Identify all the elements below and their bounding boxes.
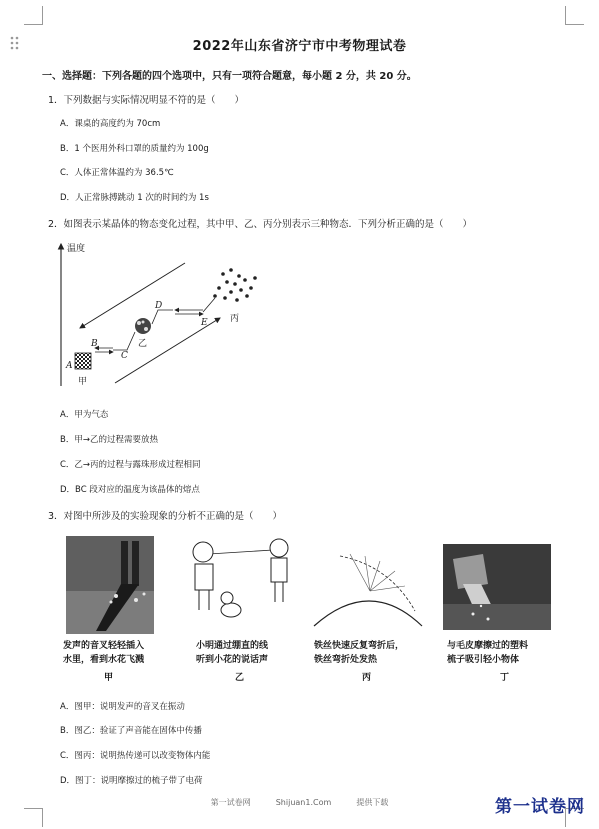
- bent-wire-drawing: [310, 536, 428, 634]
- point-label-a: A: [66, 361, 73, 371]
- question-3-option-d: D．图丁：说明摩擦过的梳子带了电荷: [60, 776, 203, 786]
- panel-jia-caption-line1: 发声的音叉轻轻插入: [63, 641, 145, 651]
- corner-mark-bottom-left: [24, 808, 43, 827]
- comb-photo: [443, 544, 551, 630]
- question-3-stem: 3．对图中所涉及的实验现象的分析不正确的是（ ）: [48, 511, 283, 522]
- point-label-c: C: [121, 351, 128, 361]
- question-2-option-b: B．甲→乙的过程需要放热: [60, 435, 158, 445]
- cooling-arrow: [80, 263, 185, 328]
- string-telephone-drawing: [187, 536, 297, 634]
- footer-center[interactable]: Shijuan1.Com: [275, 798, 332, 807]
- panel-ding-label: 丁: [500, 673, 510, 683]
- panel-bing-label: 丙: [362, 673, 372, 683]
- panel-bing-caption-line2: 铁丝弯折处发热: [314, 655, 378, 665]
- phase-change-figure: [55, 238, 285, 390]
- panel-ding-caption-line2: 梳子吸引轻小物体: [447, 655, 520, 665]
- point-label-e: E: [201, 318, 208, 328]
- panel-bing-caption-line1: 铁丝快速反复弯折后，: [314, 641, 405, 651]
- question-1-option-c: C．人体正常体温约为 36.5℃: [60, 168, 174, 178]
- panel-yi-caption-line2: 听到小花的说话声: [196, 655, 269, 665]
- tuning-fork-photo: [66, 536, 154, 634]
- panel-yi-label: 乙: [235, 673, 245, 683]
- question-2-option-a: A．甲为气态: [60, 410, 109, 420]
- state-label-jia: 甲: [78, 377, 88, 387]
- site-logo: 第一试卷网: [495, 797, 585, 817]
- question-3-option-b: B．图乙：验证了声音能在固体中传播: [60, 726, 202, 736]
- section-heading: 一、选择题：下列各题的四个选项中，只有一项符合题意，每小题 2 分，共 20 分。: [42, 71, 417, 82]
- question-1-option-a: A．课桌的高度约为 70cm: [60, 119, 161, 129]
- gas-dots: [213, 268, 257, 302]
- question-1-option-b: B．1 个医用外科口罩的质量约为 100g: [60, 144, 209, 154]
- question-3-option-c: C．图丙：说明热传递可以改变物体内能: [60, 751, 211, 761]
- footer-right: 提供下载: [356, 798, 389, 807]
- question-1-option-d: D．人正常脉搏跳动 1 次的时间约为 1s: [60, 193, 209, 203]
- question-1-stem: 1．下列数据与实际情况明显不符的是（ ）: [48, 95, 245, 106]
- question-2-option-d: D．BC 段对应的温度为该晶体的熔点: [60, 485, 200, 495]
- question-3-option-a: A．图甲：说明发声的音叉在振动: [60, 702, 185, 712]
- question-2-stem: 2．如图表示某晶体的物态变化过程，其中甲、乙、丙分别表示三种物态．下列分析正确的是（ ）: [48, 219, 473, 230]
- state-label-bing: 丙: [230, 314, 240, 324]
- panel-jia-caption-line2: 水里，看到水花飞溅: [63, 655, 145, 665]
- question-2-option-c: C．乙→丙的过程与露珠形成过程相同: [60, 460, 201, 470]
- page-title: 2022年山东省济宁市中考物理试卷: [192, 39, 407, 54]
- footer-left: 第一试卷网: [210, 798, 251, 807]
- panel-yi-caption-line1: 小明通过绷直的线: [196, 641, 269, 651]
- liquid-blob: [135, 318, 151, 334]
- axis-label-temperature: 温度: [67, 244, 86, 254]
- corner-mark-top-right: [565, 6, 584, 25]
- corner-mark-top-left: [24, 6, 43, 25]
- point-label-d: D: [155, 301, 163, 311]
- state-label-yi: 乙: [138, 339, 148, 349]
- panel-jia-label: 甲: [104, 673, 114, 683]
- solid-block: [75, 353, 91, 369]
- panel-ding-caption-line1: 与毛皮摩擦过的塑料: [447, 641, 529, 651]
- point-label-b: B: [91, 339, 98, 349]
